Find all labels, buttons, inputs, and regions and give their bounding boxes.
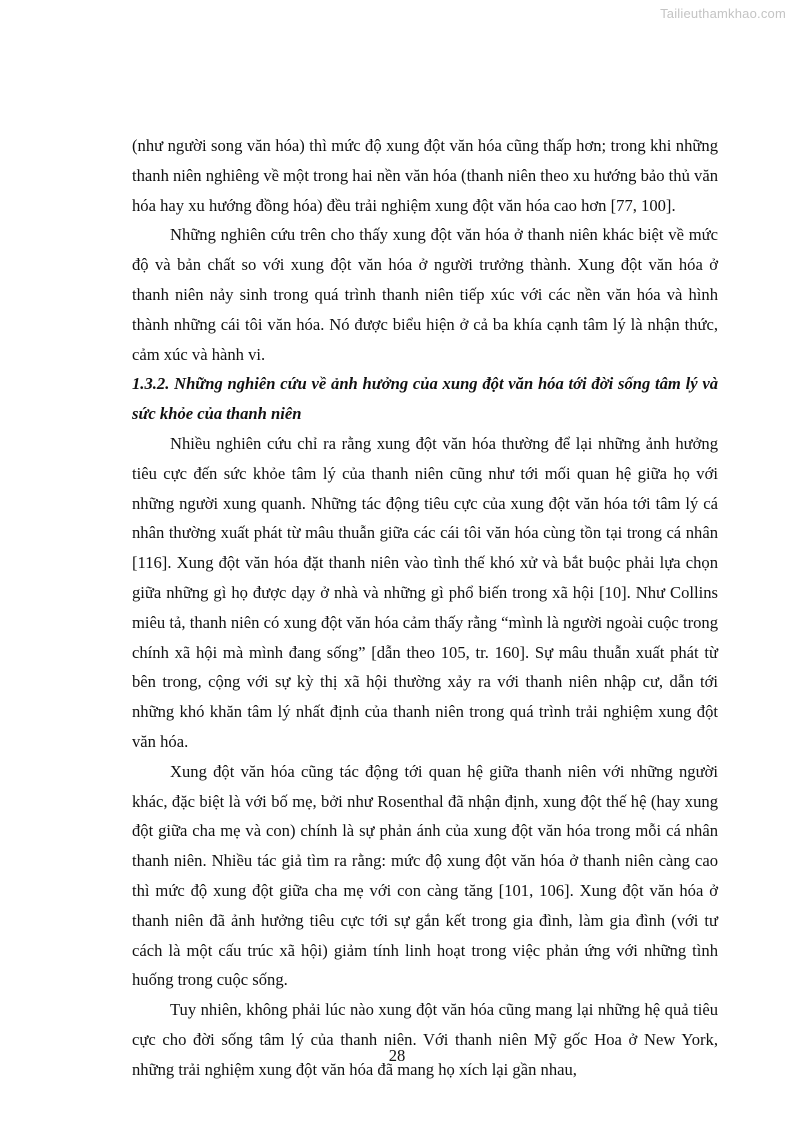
paragraph-continuation: (như người song văn hóa) thì mức độ xung đột văn hóa cũng thấp hơn; trong khi những thanh niên nghiêng về một trong hai nền văn hóa (thanh niên theo xu hướng bảo thủ văn hóa hay xu hướng đồng hóa) đều trải nghiệm xung đột văn hóa cao hơn [77, 100]. [132,136,718,215]
watermark: Tailieuthamkhao.com [660,6,786,21]
paragraph: Nhiều nghiên cứu chỉ ra rằng xung đột văn hóa thường để lại những ảnh hưởng tiêu cực đến sức khỏe tâm lý của thanh niên cũng như tới mối quan hệ giữa họ với những người xung quanh. Những tác động tiêu cực của xung đột văn hóa tới tâm lý cá nhân thường xuất phát từ mâu thuẫn giữa các cái tôi văn hóa cùng tồn tại trong cá nhân [116]. Xung đột văn hóa đặt thanh niên vào tình thế khó xử và bắt buộc phải lựa chọn giữa những gì họ được dạy ở nhà và những gì phổ biến trong xã hội [10]. Như Collins miêu tả, thanh niên có xung đột văn hóa cảm thấy rằng “mình là người ngoài cuộc trong chính xã hội mà mình đang sống” [dẫn theo 105, tr. 160]. Sự mâu thuẫn xuất phát từ bên trong, cộng với sự kỳ thị xã hội thường xảy ra với thanh niên nhập cư, dẫn tới những khó khăn tâm lý nhất định của thanh niên trong quá trình trải nghiệm xung đột văn hóa. [132,433,718,751]
paragraph: Tuy nhiên, không phải lúc nào xung đột văn hóa cũng mang lại những hệ quả tiêu cực cho đời sống tâm lý của thanh niên. Với thanh niên Mỹ gốc Hoa ở New York, những trải nghiệm xung đột văn hóa đã mang họ xích lại gần nhau, [132,1000,718,1079]
page-body [132,131,718,1085]
section-heading: 1.3.2. Những nghiên cứu về ảnh hưởng của xung đột văn hóa tới đời sống tâm lý và sức khỏe của thanh niên [132,374,718,424]
page-number: 28 [388,1046,406,1065]
paragraph: Những nghiên cứu trên cho thấy xung đột văn hóa ở thanh niên khác biệt về mức độ và bản chất so với xung đột văn hóa ở người trưởng thành. Xung đột văn hóa ở thanh niên nảy sinh trong quá trình thanh niên tiếp xúc với các nền văn hóa và hình thành những cái tôi văn hóa. Nó được biểu hiện ở cả ba khía cạnh tâm lý là nhận thức, cảm xúc và hành vi. [132,225,718,364]
paragraph: Xung đột văn hóa cũng tác động tới quan hệ giữa thanh niên với những người khác, đặc biệt là với bố mẹ, bởi như Rosenthal đã nhận định, xung đột thế hệ (hay xung đột giữa cha mẹ và con) chính là sự phản ánh của xung đột văn hóa trong mỗi cá nhân thanh niên. Nhiều tác giả tìm ra rằng: mức độ xung đột văn hóa ở thanh niên càng cao thì mức độ xung đột giữa cha mẹ với con càng tăng [101, 106]. Xung đột văn hóa ở thanh niên đã ảnh hưởng tiêu cực tới sự gắn kết trong gia đình, làm gia đình (với tư cách là một cấu trúc xã hội) giảm tính linh hoạt trong việc phản ứng với những tình huống trong cuộc sống. [132,761,718,990]
